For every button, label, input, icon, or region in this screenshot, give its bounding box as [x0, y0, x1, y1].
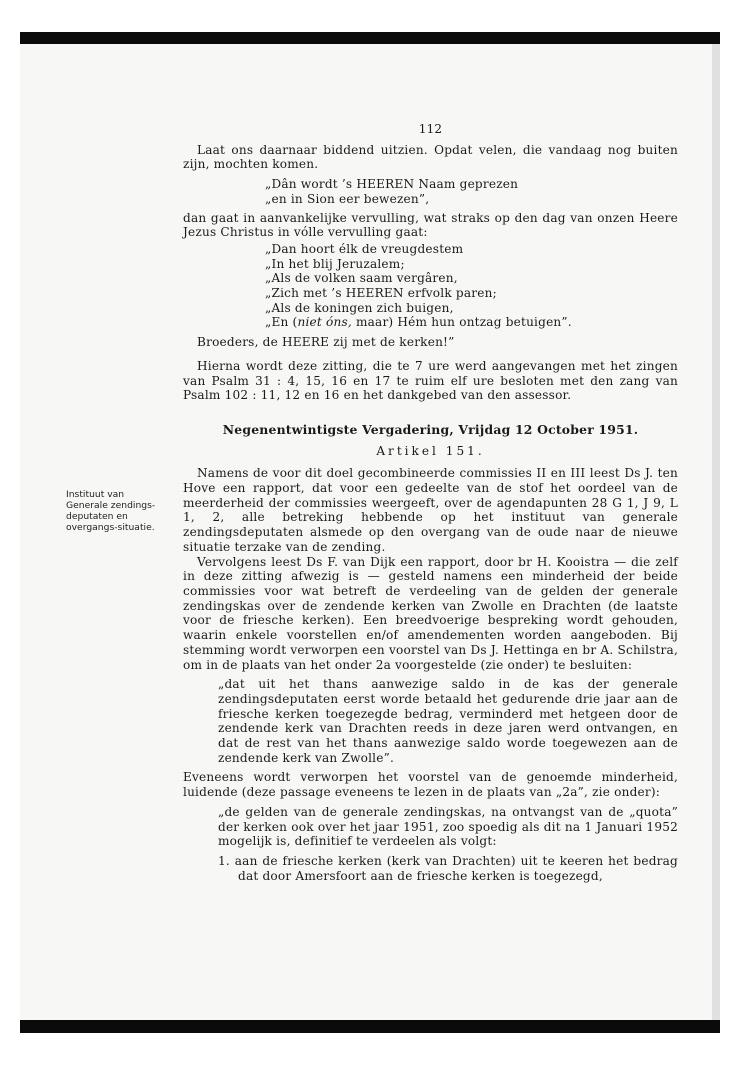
margin-note — [66, 489, 178, 533]
paragraph: Namens de voor dit doel gecombineerde commissies II en III leest Ds J. ten Hove een rapport, dat voor een gedeelte van de stof het oordeel van de meerderheid der commissies weergeeft, over de agendapunten 28 G 1, J 9, L 1, 2, alle betreking hebbende op het instituut van generale zendingsdeputaten alsmede op den overgang van de oude naar de nieuwe situatie terzake van de zending. — [183, 466, 678, 554]
document-page — [20, 44, 712, 1020]
section-heading: Negenentwintigste Vergadering, Vrijdag 12 October 1951. — [222, 421, 639, 437]
margin-note-line: overgangs-situatie. — [66, 522, 155, 533]
verse-line: „Zich met ’s HEEREN erfvolk paren; — [265, 286, 497, 301]
verse-line: „Als de volken saam vergâren, — [265, 271, 458, 286]
margin-note-line: deputaten en — [66, 511, 128, 522]
verse-line: „Dan hoort élk de vreugdestem — [265, 241, 464, 256]
numbered-item: 1. aan de friesche kerken (kerk van Drachten) uit te keeren het bedrag dat door Amersfoort aan de friesche kerken is toegezegd, — [218, 853, 678, 883]
paragraph: Vervolgens leest Ds F. van Dijk een rapport, door br H. Kooistra — die zelf in deze zitting afwezig is — gesteld namens een minderheid der beide commissies voor wat betreft de verdeeling van de gelden der generale zendingskas over de zendende kerken van Zwolle en Drachten (de laatste voor de friesche kerken). Een breedvoerige bespreking wordt gehouden, waarin enkele voorstellen en/of amendementen worden aangeboden. Bij stemming wordt verworpen een voorstel van Ds J. Hettinga en br A. Schilstra, om in de plaats van het onder 2a voorgestelde (zie onder) te besluiten: — [183, 554, 678, 672]
scan-border-top — [20, 32, 720, 44]
verse-text: maar) Hém hun ontzag betuigen”. — [351, 315, 572, 330]
paragraph: Hierna wordt deze zitting, die te 7 ure werd aangevangen met het zingen van Psalm 31 : 4, 15, 16 en 17 te ruim elf ure besloten met den zang van Psalm 102 : 11, 12 en 16 en het dankgebed van den assessor. — [183, 358, 678, 403]
scan-border-right — [712, 44, 720, 1020]
page-number: 112 — [418, 122, 443, 136]
verse-line: „Dân wordt ’s HEEREN Naam geprezen — [265, 177, 519, 192]
verse-line: „en in Sion eer bewezen”, — [265, 191, 430, 206]
verse-emphasis: niet óns, — [297, 315, 352, 330]
paragraph: Laat ons daarnaar biddend uitzien. Opdat velen, die vandaag nog buiten zijn, mochten komen. — [183, 142, 678, 172]
page-content — [183, 122, 678, 883]
verse-block — [265, 242, 678, 330]
margin-note-line: Generale zendings- — [66, 500, 156, 511]
paragraph: Eveneens wordt verworpen het voorstel van de genoemde minderheid, luidende (deze passage eveneens te lezen in de plaats van „2a”, zie onder): — [183, 770, 678, 800]
scan-border-bottom — [20, 1020, 720, 1033]
margin-note-line: Instituut van — [66, 489, 125, 500]
verse-block — [265, 177, 678, 206]
quoted-proposal: „de gelden van de generale zendingskas, na ontvangst van de „quota” der kerken ook over het jaar 1951, zoo spoedig als dit na 1 Januari 1952 mogelijk is, definitief te verdeelen als volgt: — [218, 804, 678, 849]
verse-line: „Als de koningen zich buigen, — [265, 300, 454, 315]
verse-text: „En ( — [265, 315, 298, 330]
quoted-proposal: „dat uit het thans aanwezige saldo in de kas der generale zendingsdeputaten eerst worde betaald het gedurende drie jaar aan de friesche kerken toegezegde bedrag, verminderd met hetgeen door de zendende kerk van Drachten reeds in deze jaren werd ontvangen, en dat de rest van het thans aanwezige saldo worde toegewezen aan de zendende kerk van Zwolle”. — [218, 677, 678, 765]
verse-line — [265, 315, 678, 330]
article-heading: Artikel 151. — [376, 443, 485, 458]
paragraph: Broeders, de HEERE zij met de kerken!” — [197, 335, 455, 350]
verse-line: „In het blij Jeruzalem; — [265, 256, 405, 271]
paragraph: dan gaat in aanvankelijke vervulling, wat straks op den dag van onzen Heere Jezus Christus in vólle vervulling gaat: — [183, 210, 678, 240]
